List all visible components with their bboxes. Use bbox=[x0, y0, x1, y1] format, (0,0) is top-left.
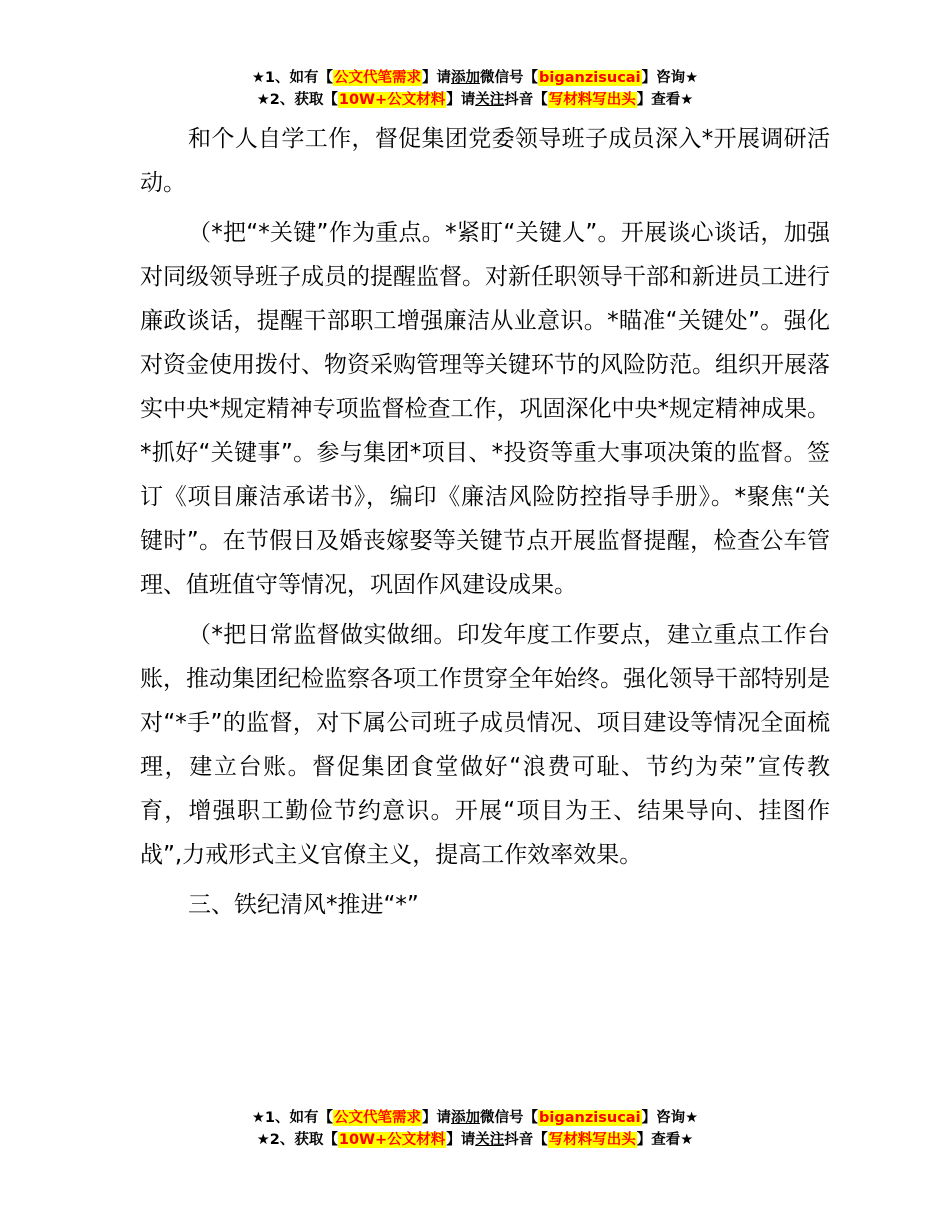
banner-text: 】请 bbox=[446, 1132, 476, 1148]
banner-text: ★2、获取【 bbox=[256, 92, 338, 108]
banner-highlight: biganzisucai bbox=[539, 1110, 641, 1126]
banner-emphasis: 添加 bbox=[451, 70, 481, 86]
banner-highlight: biganzisucai bbox=[539, 70, 641, 86]
banner-highlight: 公文代笔需求 bbox=[334, 1110, 422, 1126]
banner-text: 微信号【 bbox=[480, 1110, 539, 1126]
banner-text: ★1、如有【 bbox=[251, 70, 334, 86]
banner-text: 抖音【 bbox=[504, 1132, 548, 1148]
banner-highlight: 写材料写出头 bbox=[548, 92, 636, 108]
header-banner bbox=[0, 67, 950, 111]
banner-emphasis: 添加 bbox=[451, 1110, 481, 1126]
banner-line-1 bbox=[0, 1107, 950, 1129]
banner-highlight: 公文代笔需求 bbox=[334, 70, 422, 86]
footer-banner bbox=[0, 1107, 950, 1151]
banner-highlight: 写材料写出头 bbox=[548, 1132, 636, 1148]
banner-line-1 bbox=[0, 67, 950, 89]
banner-emphasis: 关注 bbox=[475, 92, 505, 108]
paragraph-2: （*把“*关键”作为重点。*紧盯“关键人”。开展谈心谈话，加强对同级领导班子成员的提醒监督。对新任职领导干部和新进员工进行廉政谈话，提醒干部职工增强廉洁从业意识。*瞄准“关键处”。强化对资金使用拨付、物资采购管理等关键环节的风险防范。组织开展落实中央*规定精神专项监督检查工作，巩固深化中央*规定精神成果。*抓好“关键事”。参与集团*项目、*投资等重大事项决策的监督。签订《项目廉洁承诺书》，编印《廉洁风险防控指导手册》。*聚焦“关键时”。在节假日及婚丧嫁娶等关键节点开展监督提醒，检查公车管理、值班值守等情况，巩固作风建设成果。 bbox=[140, 220, 830, 598]
banner-emphasis: 关注 bbox=[475, 1132, 505, 1148]
document-body bbox=[140, 117, 830, 933]
banner-text: 】请 bbox=[446, 92, 476, 108]
banner-highlight: 10W+公文材料 bbox=[338, 1132, 446, 1148]
banner-text: 微信号【 bbox=[480, 70, 539, 86]
banner-line-2 bbox=[0, 1129, 950, 1151]
paragraph-3: （*把日常监督做实做细。印发年度工作要点，建立重点工作台账，推动集团纪检监察各项工作贯穿全年始终。强化领导干部特别是对“*手”的监督，对下属公司班子成员情况、项目建设等情况全面梳理，建立台账。督促集团食堂做好“浪费可耻、节约为荣”宣传教育，增强职工勤俭节约意识。开展“项目为王、结果导向、挂图作战”,力戒形式主义官僚主义，提高工作效率效果。 bbox=[140, 622, 830, 868]
banner-text: 】请 bbox=[422, 1110, 452, 1126]
banner-text: 抖音【 bbox=[504, 92, 548, 108]
banner-highlight: 10W+公文材料 bbox=[338, 92, 446, 108]
banner-line-2 bbox=[0, 89, 950, 111]
banner-text: 】查看★ bbox=[636, 92, 694, 108]
banner-text: 】请 bbox=[422, 70, 452, 86]
banner-text: 】咨询★ bbox=[641, 70, 699, 86]
banner-text: 】查看★ bbox=[636, 1132, 694, 1148]
banner-text: ★2、获取【 bbox=[256, 1132, 338, 1148]
paragraph-1: 和个人自学工作，督促集团党委领导班子成员深入*开展调研活动。 bbox=[140, 126, 830, 196]
section-heading: 三、铁纪清风*推进“*” bbox=[188, 892, 419, 918]
banner-text: ★1、如有【 bbox=[251, 1110, 334, 1126]
banner-text: 】咨询★ bbox=[641, 1110, 699, 1126]
